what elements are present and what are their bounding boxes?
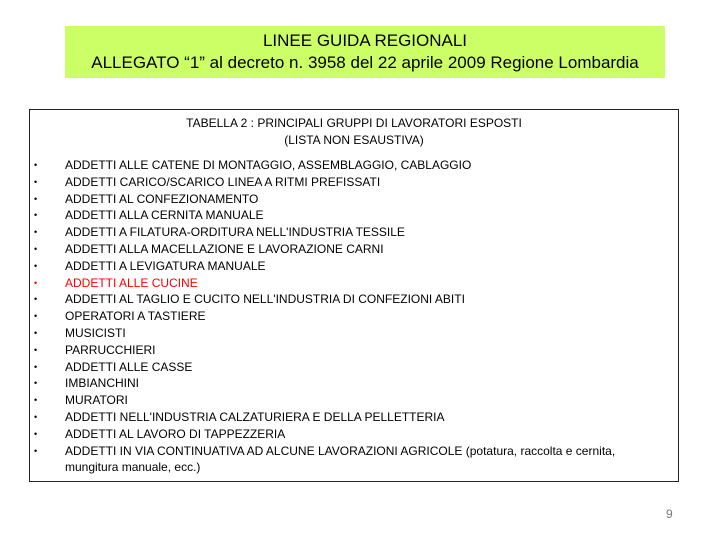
bullet-icon: • <box>34 361 38 372</box>
bullet-icon: • <box>34 327 38 338</box>
list-item <box>30 375 645 392</box>
list-item <box>30 241 645 258</box>
bullet-icon: • <box>34 428 38 439</box>
list-item <box>30 157 645 174</box>
list-item-text: PARRUCCHIERI <box>65 342 156 357</box>
bullet-icon: • <box>34 344 38 355</box>
table-title <box>30 115 678 149</box>
list-item-text: ADDETTI CARICO/SCARICO LINEA A RITMI PREFISSATI <box>65 174 381 189</box>
bullet-icon: • <box>34 176 38 187</box>
bullet-icon: • <box>34 411 38 422</box>
bullet-icon: • <box>34 160 38 170</box>
list-item <box>30 291 645 308</box>
list-item <box>30 191 645 208</box>
list-item <box>30 443 645 477</box>
bullet-icon: • <box>34 395 38 406</box>
header-title: LINEE GUIDA REGIONALI <box>262 31 468 50</box>
bullet-icon: • <box>34 294 38 305</box>
bullet-icon: • <box>34 277 38 288</box>
page-number: 9 <box>666 507 673 521</box>
list-item-text: ADDETTI ALLE CUCINE <box>65 275 198 290</box>
list-item <box>30 325 645 342</box>
list-item <box>30 207 645 224</box>
table-title-line1: TABELLA 2 : PRINCIPALI GRUPPI DI LAVORATORI ESPOSTI <box>186 116 522 130</box>
list-item-text: MUSICISTI <box>65 325 126 340</box>
bullet-icon: • <box>34 243 38 254</box>
table-title-line2: (LISTA NON ESAUSTIVA) <box>284 133 424 147</box>
bullet-icon: • <box>34 378 38 389</box>
list-item-text: ADDETTI AL CONFEZIONAMENTO <box>65 191 259 206</box>
header-subtitle: ALLEGATO “1” al decreto n. 3958 del 22 aprile 2009 Regione Lombardia <box>91 53 639 72</box>
list-item-text: ADDETTI A LEVIGATURA MANUALE <box>65 258 266 273</box>
list-item-text: ADDETTI ALLA CERNITA MANUALE <box>65 208 264 223</box>
bullet-icon: • <box>34 260 38 271</box>
list-item <box>30 359 645 376</box>
list-item-text: ADDETTI ALLE CASSE <box>65 359 193 374</box>
list-item <box>30 224 645 241</box>
list-item-text: ADDETTI AL LAVORO DI TAPPEZZERIA <box>65 426 286 441</box>
list-item-text: ADDETTI ALLE CATENE DI MONTAGGIO, ASSEMBLAGGIO, CABLAGGIO <box>65 158 472 172</box>
bullet-icon: • <box>34 227 38 238</box>
list-item-text: OPERATORI A TASTIERE <box>65 309 206 324</box>
bullet-icon: • <box>34 193 38 204</box>
list-item <box>30 426 645 443</box>
list-item <box>30 275 645 292</box>
list-item-text: ADDETTI NELL'INDUSTRIA CALZATURIERA E DELLA PELLETTERIA <box>65 409 445 424</box>
list-item-text: ADDETTI ALLA MACELLAZIONE E LAVORAZIONE CARNI <box>65 241 384 256</box>
list-item-text: ADDETTI A FILATURA-ORDITURA NELL'INDUSTRIA TESSILE <box>65 225 405 240</box>
bullet-icon: • <box>34 445 38 456</box>
list-item <box>30 258 645 275</box>
bullet-icon: • <box>34 210 38 221</box>
list-item <box>30 308 645 325</box>
header-banner <box>65 26 665 78</box>
list-item <box>30 174 645 191</box>
list-item <box>30 409 645 426</box>
list-item-text: ADDETTI AL TAGLIO E CUCITO NELL'INDUSTRIA DI CONFEZIONI ABITI <box>65 292 465 307</box>
list-item <box>30 392 645 409</box>
bullet-icon: • <box>34 311 38 322</box>
list-item-text: ADDETTI IN VIA CONTINUATIVA AD ALCUNE LAVORAZIONI AGRICOLE (potatura, raccolta e cernita, mungitura manuale, ecc.) <box>65 443 619 475</box>
workers-table <box>29 109 679 482</box>
workers-list <box>30 157 645 476</box>
list-item-text: IMBIANCHINI <box>65 376 140 391</box>
list-item-text: MURATORI <box>65 393 128 408</box>
list-item <box>30 342 645 359</box>
